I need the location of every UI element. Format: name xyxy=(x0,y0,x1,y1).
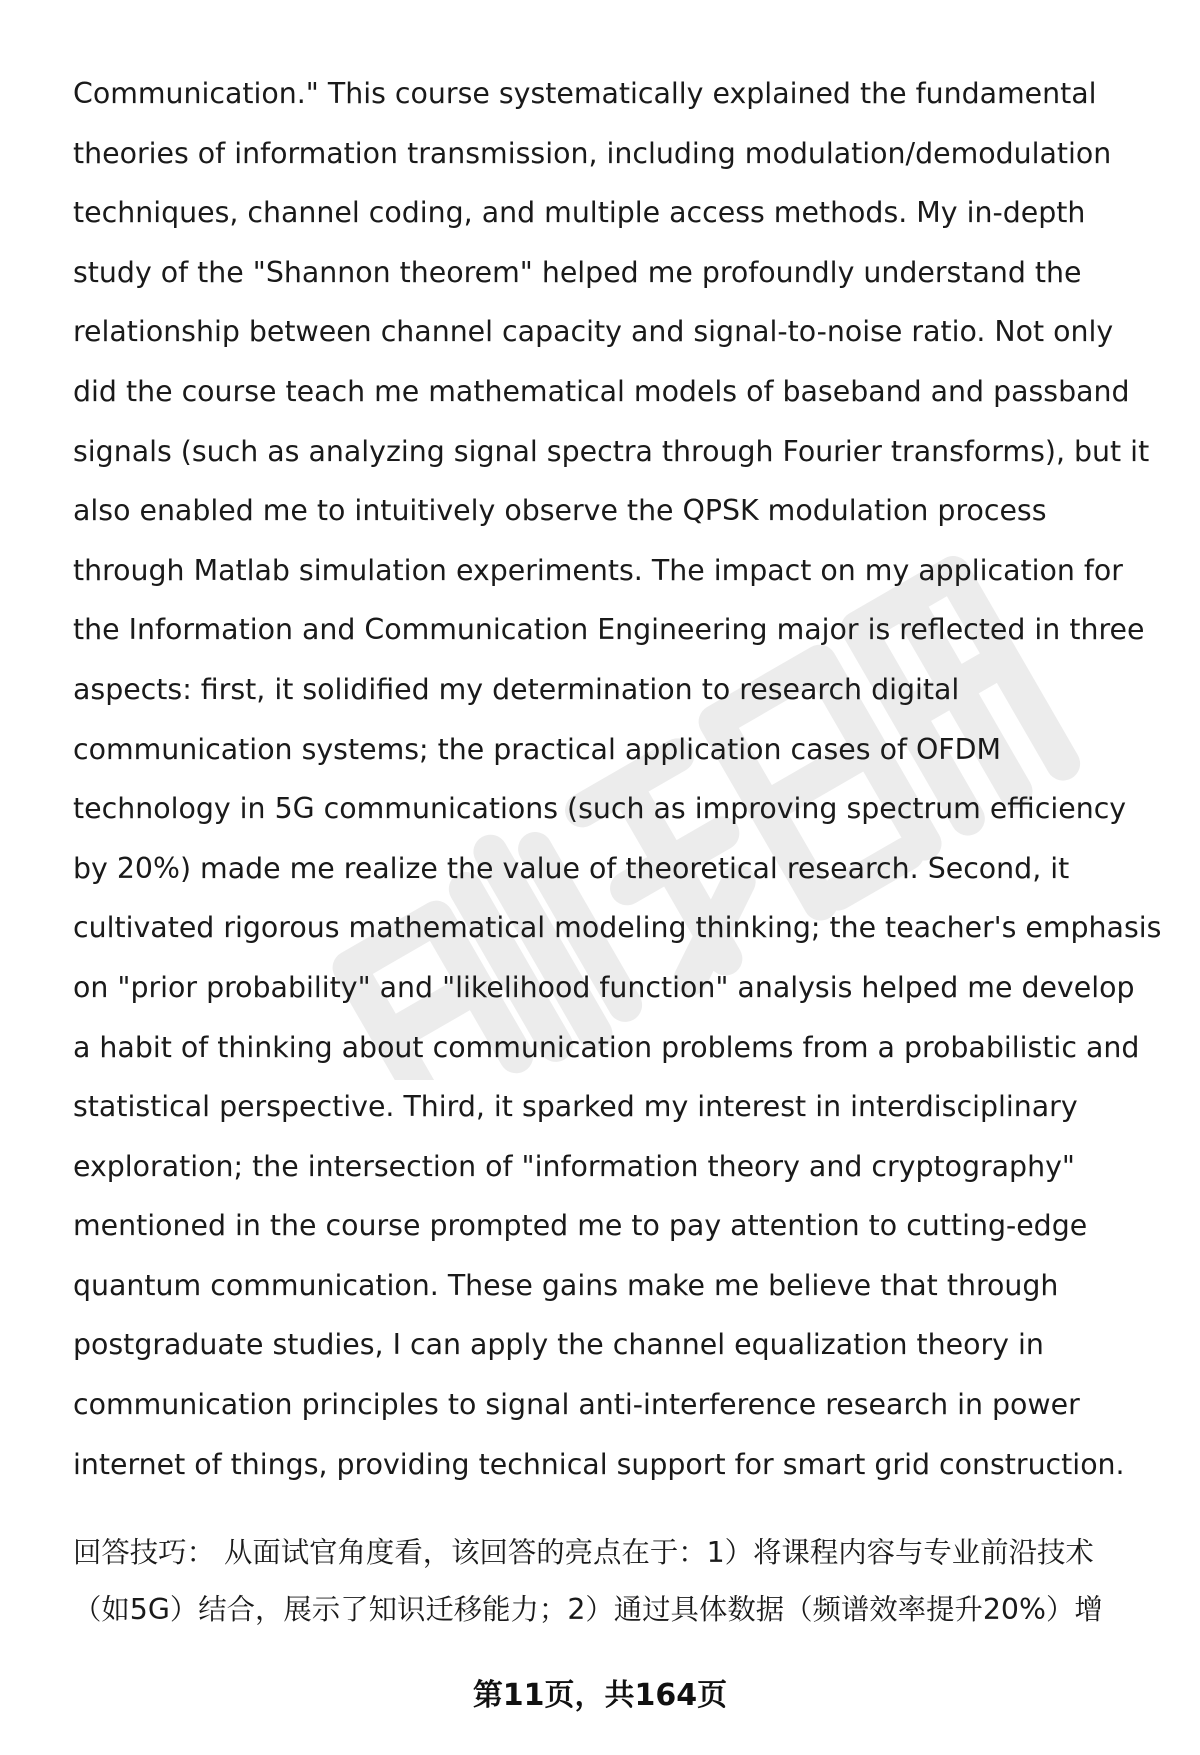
body-line: techniques, channel coding, and multiple access methods. My in-depth xyxy=(73,196,1086,230)
body-line: quantum communication. These gains make me believe that through xyxy=(73,1268,1059,1302)
body-line: relationship between channel capacity and signal-to-noise ratio. Not only xyxy=(73,315,1114,349)
body-line: theories of information transmission, including modulation/demodulation xyxy=(73,136,1112,170)
body-line: postgraduate studies, I can apply the channel equalization theory in xyxy=(73,1328,1044,1362)
body-line: through Matlab simulation experiments. The impact on my application for xyxy=(73,553,1123,587)
body-line: statistical perspective. Third, it sparked my interest in interdisciplinary xyxy=(73,1090,1078,1124)
tip-line: （如5G）结合，展示了知识迁移能力；2）通过具体数据（频谱效率提升20%）增 xyxy=(73,1593,1103,1626)
body-line: cultivated rigorous mathematical modeling thinking; the teacher's emphasis xyxy=(73,911,1162,945)
body-line: did the course teach me mathematical models of baseband and passband xyxy=(73,374,1130,408)
answer-tip xyxy=(73,1524,1163,1638)
body-line: a habit of thinking about communication problems from a probabilistic and xyxy=(73,1030,1140,1064)
body-line: Communication." This course systematically explained the fundamental xyxy=(73,77,1097,110)
body-line: internet of things, providing technical support for smart grid construction. xyxy=(73,1447,1125,1481)
body-line: also enabled me to intuitively observe the QPSK modulation process xyxy=(73,494,1047,528)
body-line: communication systems; the practical application cases of OFDM xyxy=(73,732,1001,766)
body-line: signals (such as analyzing signal spectra through Fourier transforms), but it xyxy=(73,434,1150,468)
body-line: by 20%) made me realize the value of theoretical research. Second, it xyxy=(73,851,1070,885)
body-line: the Information and Communication Engineering major is reflected in three xyxy=(73,613,1145,647)
tip-line: 回答技巧： 从面试官角度看，该回答的亮点在于：1）将课程内容与专业前沿技术 xyxy=(73,1536,1094,1569)
body-paragraph xyxy=(73,64,1163,1494)
page-number: 第11页，共164页 xyxy=(472,1678,728,1713)
body-line: aspects: first, it solidified my determination to research digital xyxy=(73,672,960,706)
body-line: communication principles to signal anti-interference research in power xyxy=(73,1388,1080,1422)
body-line: study of the "Shannon theorem" helped me profoundly understand the xyxy=(73,255,1082,289)
body-line: on "prior probability" and "likelihood function" analysis helped me develop xyxy=(73,970,1135,1004)
body-line: mentioned in the course prompted me to pay attention to cutting-edge xyxy=(73,1209,1088,1243)
body-line: technology in 5G communications (such as improving spectrum efficiency xyxy=(73,792,1127,826)
body-line: exploration; the intersection of "information theory and cryptography" xyxy=(73,1149,1075,1183)
